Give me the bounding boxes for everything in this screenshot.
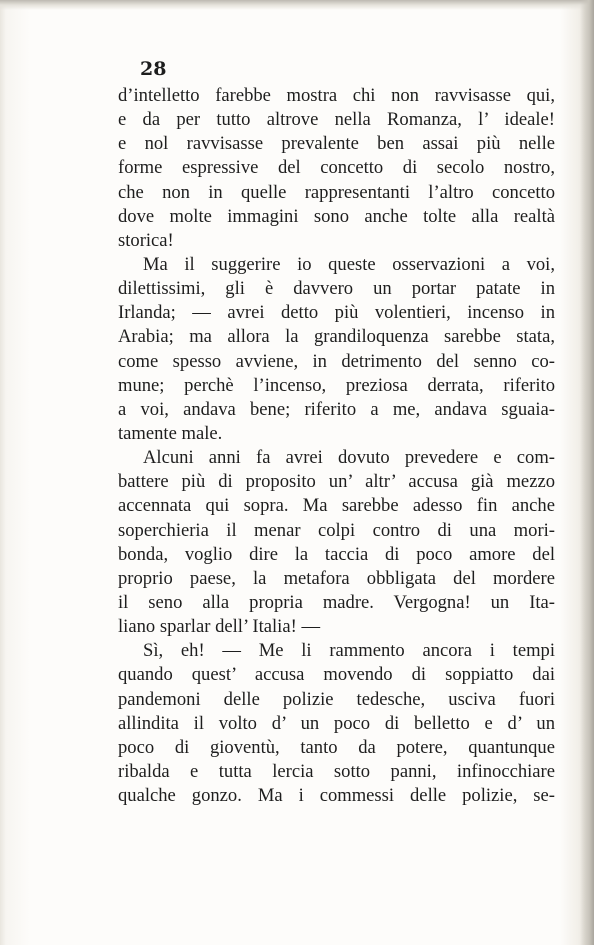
text-line: il seno alla propria madre. Vergogna! un Ita- [118, 591, 555, 613]
page-top-edge [0, 0, 594, 10]
text-line: poco di gioventù, tanto da potere, quantunque [118, 736, 555, 758]
text-line: forme espressive del concetto di secolo nostro, [118, 157, 555, 179]
text-line: ribalda e tutta lercia sotto panni, infinocchiare [118, 760, 555, 782]
text-line: storica! [118, 229, 174, 251]
text-line: e da per tutto altrove nella Romanza, l’ ideale! [118, 109, 555, 131]
text-line: Sì, eh! — Me li rammento ancora i tempi [143, 640, 555, 662]
text-line: Alcuni anni fa avrei dovuto prevedere e com- [143, 447, 555, 469]
text-line: battere più di proposito un’ altr’ accusa già mezzo [118, 471, 555, 493]
text-line: Ma il suggerire io queste osservazioni a voi, [143, 253, 555, 275]
text-line: d’intelletto farebbe mostra chi non ravvisasse qui, [118, 85, 555, 106]
text-line: come spesso avviene, in detrimento del senno co- [118, 350, 555, 372]
page-binding-edge [580, 0, 594, 945]
text-line: Arabia; ma allora la grandiloquenza sarebbe stata, [118, 326, 555, 348]
text-line: accennata qui sopra. Ma sarebbe adesso fin anche [118, 495, 555, 517]
text-line: allindita il volto d’ un poco di belletto e d’ un [118, 712, 555, 734]
text-line: dove molte immagini sono anche tolte alla realtà [118, 205, 555, 227]
text-line: pandemoni delle polizie tedesche, usciva fuori [118, 688, 555, 710]
text-line: mune; perchè l’incenso, preziosa derrata, riferito [118, 374, 555, 396]
body-text [118, 84, 555, 808]
text-line: soperchieria il menar colpi contro di una mori- [118, 519, 555, 541]
text-line: e nol ravvisasse prevalente ben assai più nelle [118, 133, 555, 155]
page-number: 28 [140, 58, 167, 80]
text-line: bonda, voglio dire la taccia di poco amore del [118, 543, 555, 565]
text-line: che non in quelle rappresentanti l’altro concetto [118, 181, 555, 203]
text-line: qualche gonzo. Ma i commessi delle polizie, se- [118, 785, 555, 807]
text-line: dilettissimi, gli è davvero un portar patate in [118, 278, 555, 300]
text-line: a voi, andava bene; riferito a me, andava sguaia- [118, 398, 555, 420]
text-line: Irlanda; — avrei detto più volentieri, incenso in [118, 302, 555, 324]
text-line: quando quest’ accusa movendo di soppiatto dai [118, 664, 555, 686]
text-line: proprio paese, la metafora obbligata del mordere [118, 567, 555, 589]
text-line: liano sparlar dell’ Italia! — [118, 616, 321, 638]
text-line: tamente male. [118, 422, 223, 444]
